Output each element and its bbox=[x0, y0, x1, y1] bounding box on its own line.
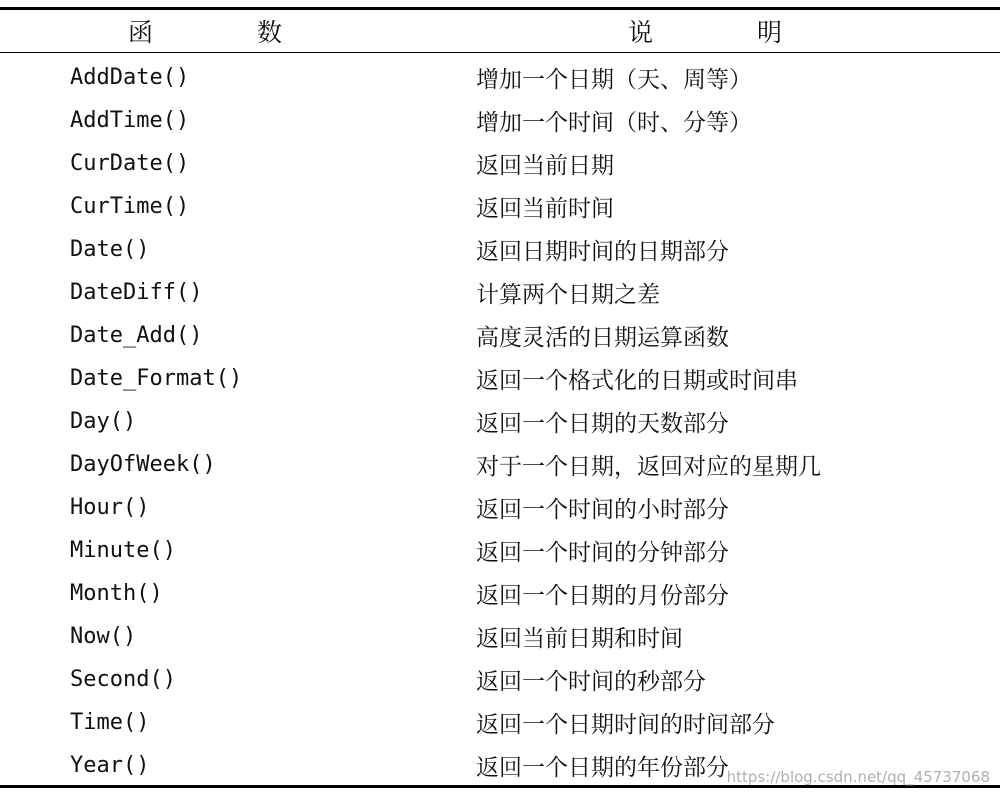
table-row bbox=[0, 271, 1000, 314]
table-row bbox=[0, 56, 1000, 99]
table-header-row bbox=[0, 10, 1000, 52]
function-description-cell: 返回一个日期时间的时间部分 bbox=[476, 712, 775, 738]
table-row bbox=[0, 400, 1000, 443]
function-description-cell: 返回当前日期 bbox=[476, 153, 614, 179]
function-name-cell: DateDiff() bbox=[70, 280, 203, 305]
table-row bbox=[0, 228, 1000, 271]
watermark-text: https://blog.csdn.net/qq_45737068 bbox=[726, 768, 990, 786]
header-description-cell bbox=[410, 13, 1000, 49]
function-description-cell: 返回当前日期和时间 bbox=[476, 626, 683, 652]
header-function-label: 函 数 bbox=[128, 18, 330, 47]
table-row bbox=[0, 658, 1000, 701]
table-row bbox=[0, 529, 1000, 572]
function-description-cell: 返回一个格式化的日期或时间串 bbox=[476, 368, 798, 394]
function-description-cell: 增加一个日期（天、周等） bbox=[476, 67, 752, 93]
function-description-cell: 返回日期时间的日期部分 bbox=[476, 239, 729, 265]
function-name-cell: DayOfWeek() bbox=[70, 452, 216, 477]
table-row bbox=[0, 701, 1000, 744]
function-name-cell: AddTime() bbox=[70, 108, 190, 133]
table-row bbox=[0, 185, 1000, 228]
function-description-cell: 对于一个日期，返回对应的星期几 bbox=[476, 454, 821, 480]
table-row bbox=[0, 142, 1000, 185]
function-description-cell: 返回一个时间的分钟部分 bbox=[476, 540, 729, 566]
function-description-cell: 返回一个日期的月份部分 bbox=[476, 583, 729, 609]
function-name-cell: Hour() bbox=[70, 495, 150, 520]
header-description-label: 说 明 bbox=[628, 18, 830, 47]
function-name-cell: CurTime() bbox=[70, 194, 190, 219]
function-description-cell: 返回一个时间的小时部分 bbox=[476, 497, 729, 523]
function-description-cell: 返回一个日期的年份部分 bbox=[476, 755, 729, 781]
function-name-cell: AddDate() bbox=[70, 65, 190, 90]
table-row bbox=[0, 572, 1000, 615]
table-row bbox=[0, 99, 1000, 142]
function-description-cell: 返回当前时间 bbox=[476, 196, 614, 222]
table-row bbox=[0, 314, 1000, 357]
function-description-cell: 返回一个时间的秒部分 bbox=[476, 669, 706, 695]
table-body bbox=[0, 53, 1000, 787]
function-description-cell: 增加一个时间（时、分等） bbox=[476, 110, 752, 136]
function-name-cell: Month() bbox=[70, 581, 163, 606]
function-name-cell: CurDate() bbox=[70, 151, 190, 176]
function-description-cell: 返回一个日期的天数部分 bbox=[476, 411, 729, 437]
table-row bbox=[0, 443, 1000, 486]
function-name-cell: Now() bbox=[70, 624, 137, 649]
table-row bbox=[0, 357, 1000, 400]
table-row bbox=[0, 486, 1000, 529]
function-name-cell: Date_Format() bbox=[70, 366, 243, 391]
function-name-cell: Minute() bbox=[70, 538, 176, 563]
function-description-cell: 高度灵活的日期运算函数 bbox=[476, 325, 729, 351]
table-row bbox=[0, 615, 1000, 658]
date-functions-table bbox=[0, 7, 1000, 787]
function-name-cell: Date_Add() bbox=[70, 323, 203, 348]
function-name-cell: Year() bbox=[70, 753, 150, 778]
header-function-cell bbox=[0, 13, 410, 49]
function-name-cell: Time() bbox=[70, 710, 150, 735]
function-name-cell: Day() bbox=[70, 409, 137, 434]
function-name-cell: Second() bbox=[70, 667, 176, 692]
function-description-cell: 计算两个日期之差 bbox=[476, 282, 660, 308]
function-name-cell: Date() bbox=[70, 237, 150, 262]
